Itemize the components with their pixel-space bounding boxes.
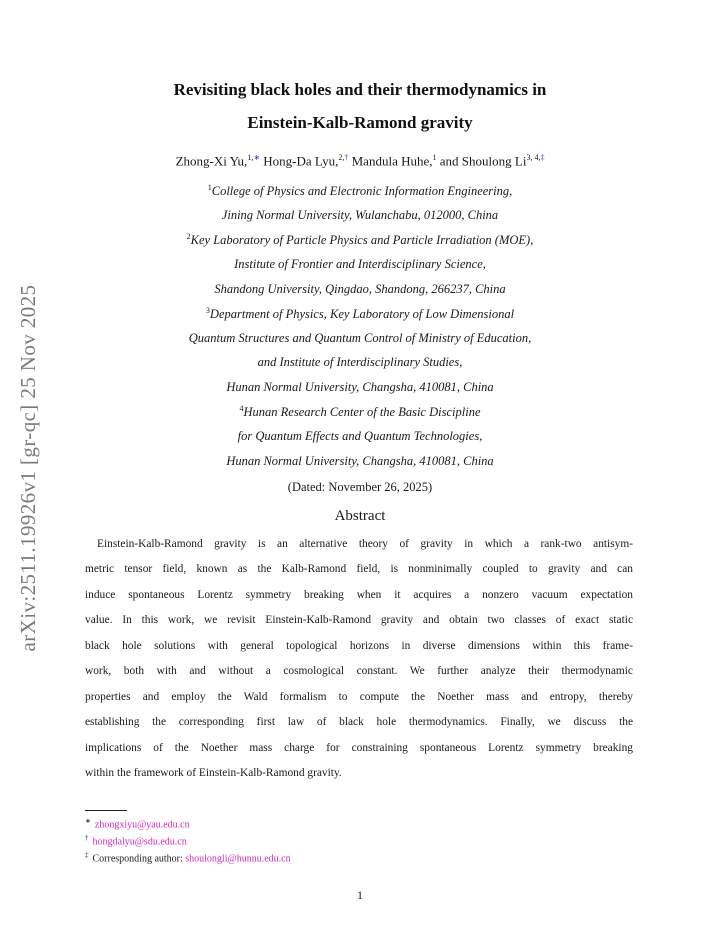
abstract-line: induce spontaneous Lorentz symmetry breaking when it acquires a nonzero vacuum expectation <box>85 589 633 601</box>
abstract-line: properties and employ the Wald formalism to compute the Noether mass and entropy, thereby <box>85 691 633 703</box>
author-list <box>0 153 720 169</box>
affiliation-line <box>0 282 720 297</box>
author-affil-ref: 2, <box>338 153 345 162</box>
email-link[interactable]: zhongxiyu@yau.edu.cn <box>94 819 190 831</box>
author-footnote-mark[interactable]: † <box>344 153 349 162</box>
affiliation-text: College of Physics and Electronic Information Engineering, <box>211 184 513 199</box>
affiliation-line <box>0 232 720 248</box>
affiliation-text: Department of Physics, Key Laboratory of Low Dimensional <box>209 307 515 322</box>
affiliation-number: 2 <box>186 232 191 241</box>
affiliation-number: 3 <box>205 306 210 315</box>
author-footnote-mark[interactable]: ∗ <box>253 153 261 162</box>
footnote <box>85 817 190 830</box>
author-affil-ref: 1, <box>247 153 254 162</box>
abstract-line: value. In this work, we revisit Einstein-Kalb-Ramond gravity and obtain two classes of exact static <box>85 614 633 626</box>
abstract-line: Einstein-Kalb-Ramond gravity is an alternative theory of gravity in which a rank-two antisym- <box>97 538 633 550</box>
affiliation-text: Key Laboratory of Particle Physics and Particle Irradiation (MOE), <box>190 233 534 248</box>
affiliation-text: Quantum Structures and Quantum Control of Ministry of Education, <box>188 331 532 345</box>
footnote-mark: ‡ <box>85 851 89 859</box>
email-link[interactable]: shoulongli@hunnu.edu.cn <box>185 853 291 865</box>
affiliation-line <box>0 404 720 420</box>
abstract-line: black hole solutions with general topological horizons in diverse dimensions within this frame- <box>85 640 633 652</box>
author-name: Hong-Da Lyu, <box>263 153 339 169</box>
author-affil-ref: 3, 4, <box>526 153 541 162</box>
email-link[interactable]: hongdalyu@sdu.edu.cn <box>92 836 187 848</box>
affiliation-line <box>0 355 720 370</box>
affiliation-text: for Quantum Effects and Quantum Technologies, <box>237 429 483 443</box>
author-separator: and <box>436 153 462 169</box>
author-name: Mandula Huhe, <box>351 153 433 169</box>
affiliation-number: 4 <box>239 404 244 413</box>
author-name: Shoulong Li <box>461 153 527 169</box>
affiliation-line <box>0 380 720 395</box>
footnote-rule <box>85 810 127 811</box>
footnote <box>85 851 291 864</box>
footnote-mark: † <box>85 834 89 842</box>
abstract-line: metric tensor field, known as the Kalb-Ramond field, is nonminimally coupled to gravity and can <box>85 563 633 575</box>
affiliation-text: Hunan Normal University, Changsha, 410081, China <box>226 380 494 394</box>
footnote-mark: ∗ <box>85 817 91 825</box>
affiliation-line <box>0 257 720 272</box>
abstract-line: establishing the corresponding first law of black hole thermodynamics. Finally, we discuss the <box>85 716 633 728</box>
affiliation-line <box>0 183 720 199</box>
abstract-line: implications of the Noether mass charge for constraining spontaneous Lorentz symmetry breaking <box>85 742 633 754</box>
abstract-heading: Abstract <box>334 508 386 524</box>
affiliation-line <box>0 331 720 346</box>
page-number: 1 <box>357 888 363 902</box>
affiliation-text: Jining Normal University, Wulanchabu, 012000, China <box>221 208 499 222</box>
abstract-line: within the framework of Einstein-Kalb-Ramond gravity. <box>85 767 342 779</box>
author-footnote-mark[interactable]: ‡ <box>540 153 545 162</box>
affiliation-line <box>0 208 720 223</box>
affiliation-text: Institute of Frontier and Interdisciplinary Science, <box>234 257 486 271</box>
affiliation-line <box>0 454 720 469</box>
arxiv-identifier: arXiv:2511.19926v1 [gr-qc] 25 Nov 2025 <box>16 284 40 652</box>
dated-line: (Dated: November 26, 2025) <box>287 480 433 494</box>
abstract-line: work, both with and without a cosmological constant. We further analyze their thermodynamic <box>85 665 633 677</box>
affiliation-text: and Institute of Interdisciplinary Studies, <box>257 355 463 369</box>
footnote <box>85 834 187 847</box>
affiliation-line <box>0 429 720 444</box>
affiliation-number: 1 <box>207 183 212 192</box>
paper-title-line-1: Revisiting black holes and their thermodynamics in <box>173 80 547 99</box>
footnote-prefix: Corresponding author: <box>92 853 186 865</box>
affiliation-text: Hunan Research Center of the Basic Discipline <box>243 405 481 420</box>
affiliation-text: Hunan Normal University, Changsha, 410081, China <box>226 454 494 468</box>
paper-title-line-2: Einstein-Kalb-Ramond gravity <box>247 113 473 132</box>
affiliation-text: Shandong University, Qingdao, Shandong, 266237, China <box>214 282 506 296</box>
affiliation-line <box>0 306 720 322</box>
author-name: Zhong-Xi Yu, <box>175 153 248 169</box>
author-affil-ref: 1 <box>432 153 437 162</box>
